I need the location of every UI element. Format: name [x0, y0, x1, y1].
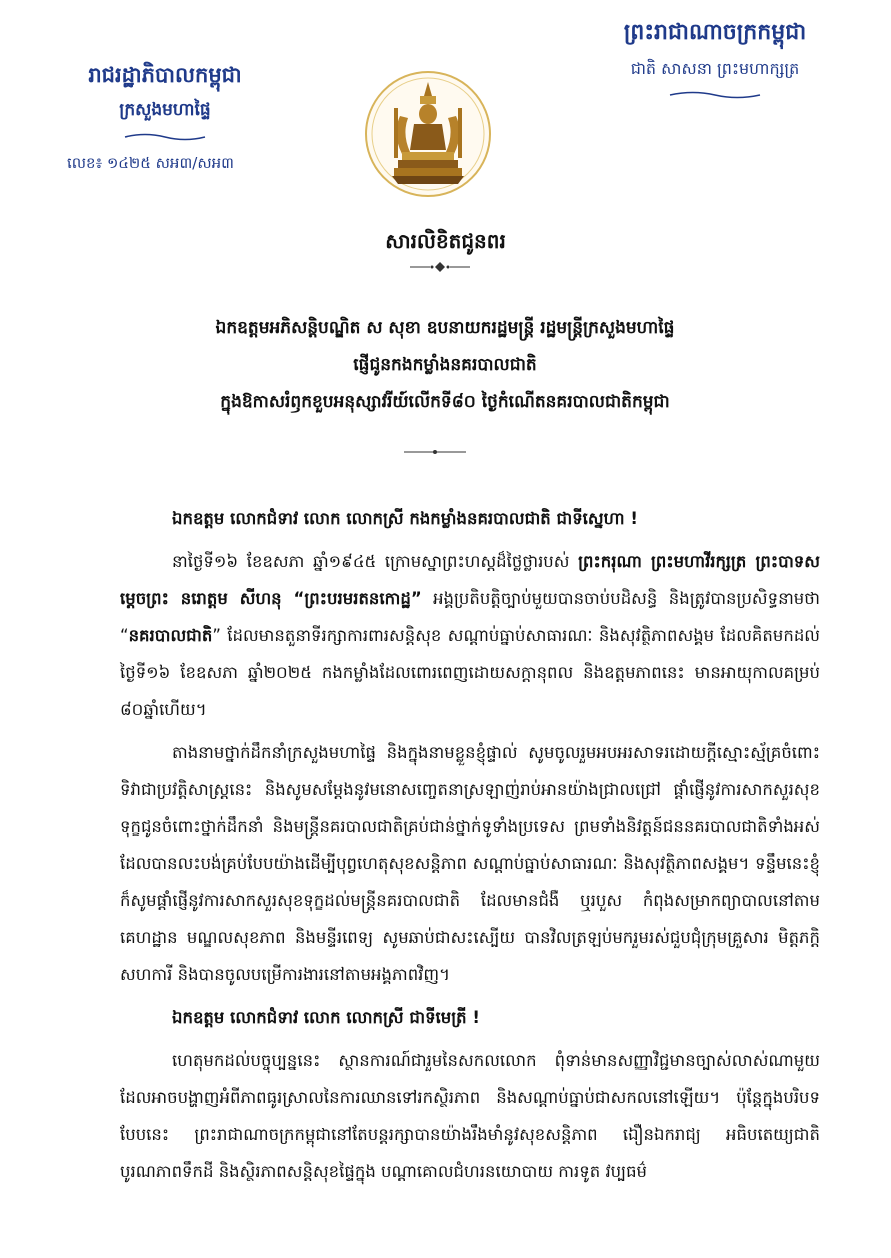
paragraph-text: នាថ្ងៃទី១៦ ខែឧសភា ឆ្នាំ១៩៤៥ ក្រោមស្នាព្រះហស្តដ៏ថ្លៃថ្លារបស់	[172, 552, 579, 571]
paragraph-text: ” ដែលមានតួនាទីរក្សាការពារសន្តិសុខ សណ្តាប់ធ្នាប់សាធារណៈ និងសុវត្ថិភាពសង្គម ដែលគិតមកដល់ថ្ងៃទី១៦ ខែឧសភា ឆ្នាំ២០២៥ កងកម្លាំងដែលពោរពេញដោយសក្តានុពល និងឧត្តមភាពនេះ មានអាយុកាលគម្រប់ ៨០ឆ្នាំហើយ។	[120, 626, 820, 719]
national-motto: ជាតិ សាសនា ព្រះមហាក្សត្រ	[630, 59, 800, 78]
government-name: រាជរដ្ឋាភិបាលកម្ពុជា	[88, 63, 242, 87]
reference-value: ១៤២៥ សអ៣/សអ៣	[106, 154, 234, 172]
reference-number	[67, 154, 307, 176]
kingdom-header	[600, 18, 830, 104]
paragraph: តាងនាមថ្នាក់ដឹកនាំក្រសួងមហាផ្ទៃ និងក្នុងនាមខ្លួនខ្ញុំផ្ទាល់ សូមចូលរួមអបអរសាទរដោយក្តីស្មោះស្ម័គ្រចំពោះទិវាជាប្រវត្តិសាស្ត្រនេះ និងសូមសម្តែងនូវមនោសញ្ចេតនាស្រឡាញ់រាប់អានយ៉ាងជ្រាលជ្រៅ ផ្តាំផ្ញើនូវការសាកសួរសុខទុក្ខជូនចំពោះថ្នាក់ដឹកនាំ និងមន្ត្រីនគរបាលជាតិគ្រប់ជាន់ថ្នាក់ទូទាំងប្រទេស ព្រមទាំងនិវត្តន៍ជននគរបាលជាតិទាំងអស់ ដែលបានលះបង់គ្រប់បែបយ៉ាងដើម្បីបុព្វហេតុសុខសន្តិភាព សណ្តាប់ធ្នាប់សាធារណៈ និងសុវត្ថិភាពសង្គម។ ទន្ទឹមនេះខ្ញុំក៏សូមផ្តាំផ្ញើនូវការសាកសួរសុខទុក្ខដល់មន្ត្រីនគរបាលជាតិ ដែលមានជំងឺ ឬរបួស កំពុងសម្រាកព្យាបាលនៅតាមគេហដ្ឋាន មណ្ឌលសុខភាព និងមន្ទីរពេទ្យ សូមឆាប់ជាសះស្បើយ បានវិលត្រឡប់មករួមរស់ជួបជុំក្រុមគ្រួសារ មិត្តភក្តិ សហការី និងបានចូលបម្រើការងារនៅតាមអង្គភាពវិញ។	[120, 743, 820, 984]
paragraph-text: អង្គប្រតិបត្តិច្បាប់មួយបានចាប់បដិសន្ធិ និងត្រូវបានប្រសិទ្ធនាមថា “	[120, 589, 820, 645]
letter-body	[120, 500, 820, 1196]
coat-of-arms-emblem-icon	[362, 68, 494, 200]
national-police-term: នគរបាលជាតិ	[128, 626, 213, 645]
salutation: ឯកឧត្តម លោកជំទាវ លោក លោកស្រី កងកម្លាំងនគរបាលជាតិ ជាទីស្នេហា !	[172, 509, 638, 528]
ornament-divider-icon	[665, 90, 765, 100]
reference-label: លេខ៖	[67, 154, 103, 172]
subject-line: ផ្ញើជូនកងកម្លាំងនគរបាលជាតិ	[353, 355, 537, 375]
ministry-name: ក្រសួងមហាផ្ទៃ	[119, 100, 211, 120]
subject-line: ក្នុងឱកាសរំឭកខួបអនុស្សាវរីយ៍លើកទី៨០ ថ្ងៃកំណើតនគរបាលជាតិកម្ពុជា	[220, 392, 670, 412]
document-title: សារលិខិតជូនពរ	[385, 229, 506, 253]
king-name: ព្រះករុណា ព្រះមហាវីរក្សត្រ ព្រះបាទសម្តេចព្រះ នរោត្តម សីហនុ “ព្រះបរមរតនកោដ្ឋ”	[120, 552, 820, 608]
salutation: ឯកឧត្តម លោកជំទាវ លោក លោកស្រី ជាទីមេត្រី !	[172, 1008, 480, 1027]
ornament-divider-icon	[120, 132, 210, 142]
subject-line: ឯកឧត្តមអភិសន្តិបណ្ឌិត ស សុខា ឧបនាយករដ្ឋមន្ត្រី រដ្ឋមន្ត្រីក្រសួងមហាផ្ទៃ	[215, 318, 675, 338]
paragraph	[120, 543, 820, 728]
paragraph: ហេតុមកដល់បច្ចុប្បន្ននេះ ស្ថានការណ៍ជារួមនៃសកលលោក ពុំទាន់មានសញ្ញាវិជ្ជមានច្បាស់លាស់ណាមួយ ដែលអាចបង្ហាញអំពីភាពធូរស្រាលនៃការឈានទៅរកស្ថិរភាព និងសណ្តាប់ធ្នាប់ជាសកលនៅឡើយ។ ប៉ុន្តែក្នុងបរិបទបែបនេះ ព្រះរាជាណាចក្រកម្ពុជានៅតែបន្តរក្សាបានយ៉ាងរឹងមាំនូវសុខសន្តិភាព ឯឿនឯករាជ្យ អធិបតេយ្យជាតិ បូរណភាពទឹកដី និងស្ថិរភាពសន្តិសុខផ្ទៃក្នុង បណ្តាគោលជំហរនយោបាយ ការទូត វប្បធម៌	[120, 1051, 820, 1181]
ornament-divider-icon	[405, 260, 475, 274]
ornament-divider-icon	[400, 448, 470, 456]
kingdom-name: ព្រះរាជាណាចក្រកម្ពុជា	[623, 20, 807, 45]
letter-subject	[60, 310, 830, 421]
ministry-header	[55, 62, 275, 172]
